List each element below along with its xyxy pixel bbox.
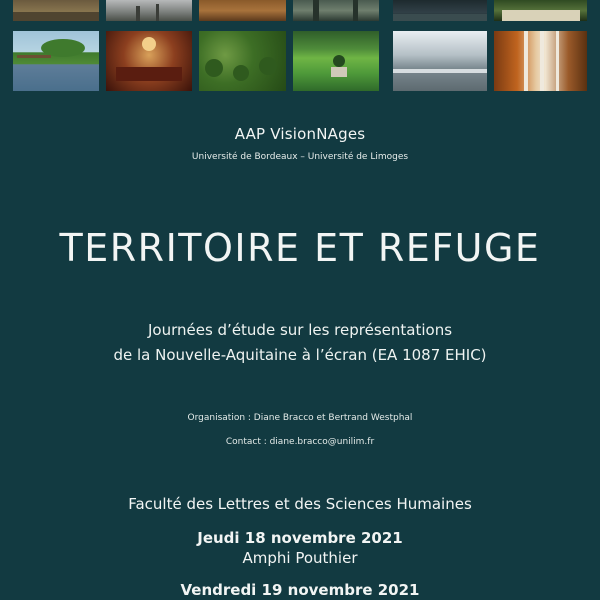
day1-date: Jeudi 18 novembre 2021: [197, 529, 403, 547]
subtitle-line-2: de la Nouvelle-Aquitaine à l’écran (EA 1087 EHIC): [113, 346, 487, 364]
program-name: AAP VisionNAges: [234, 125, 366, 143]
garden-photo: [494, 0, 587, 21]
page-title: TERRITOIRE ET REFUGE: [59, 226, 541, 270]
contact-info: Contact : diane.bracco@unilim.fr: [225, 437, 375, 447]
venue-faculty: Faculté des Lettres et des Sciences Humaines: [128, 495, 472, 513]
lake-island-photo: [13, 31, 99, 91]
forest-path-photo: [293, 0, 379, 21]
formal-garden-pond-photo: [293, 31, 379, 91]
topiary-garden-photo: [199, 31, 286, 91]
river-photo: [199, 0, 286, 21]
village-street-photo: [106, 0, 192, 21]
day1-place: Amphi Pouthier: [242, 549, 358, 567]
chateau-interior-photo: [106, 31, 192, 91]
day2-date: Vendredi 19 novembre 2021: [180, 581, 420, 599]
coastal-beach-photo: [393, 31, 487, 91]
autumn-forest-photo: [494, 31, 587, 91]
dark-landscape-photo: [393, 0, 487, 21]
organisation-credit: Organisation : Diane Bracco et Bertrand Westphal: [187, 413, 413, 423]
subtitle-line-1: Journées d’étude sur les représentations: [147, 321, 453, 339]
universities: Université de Bordeaux – Université de Limoges: [191, 152, 409, 162]
countryside-photo: [13, 0, 99, 21]
